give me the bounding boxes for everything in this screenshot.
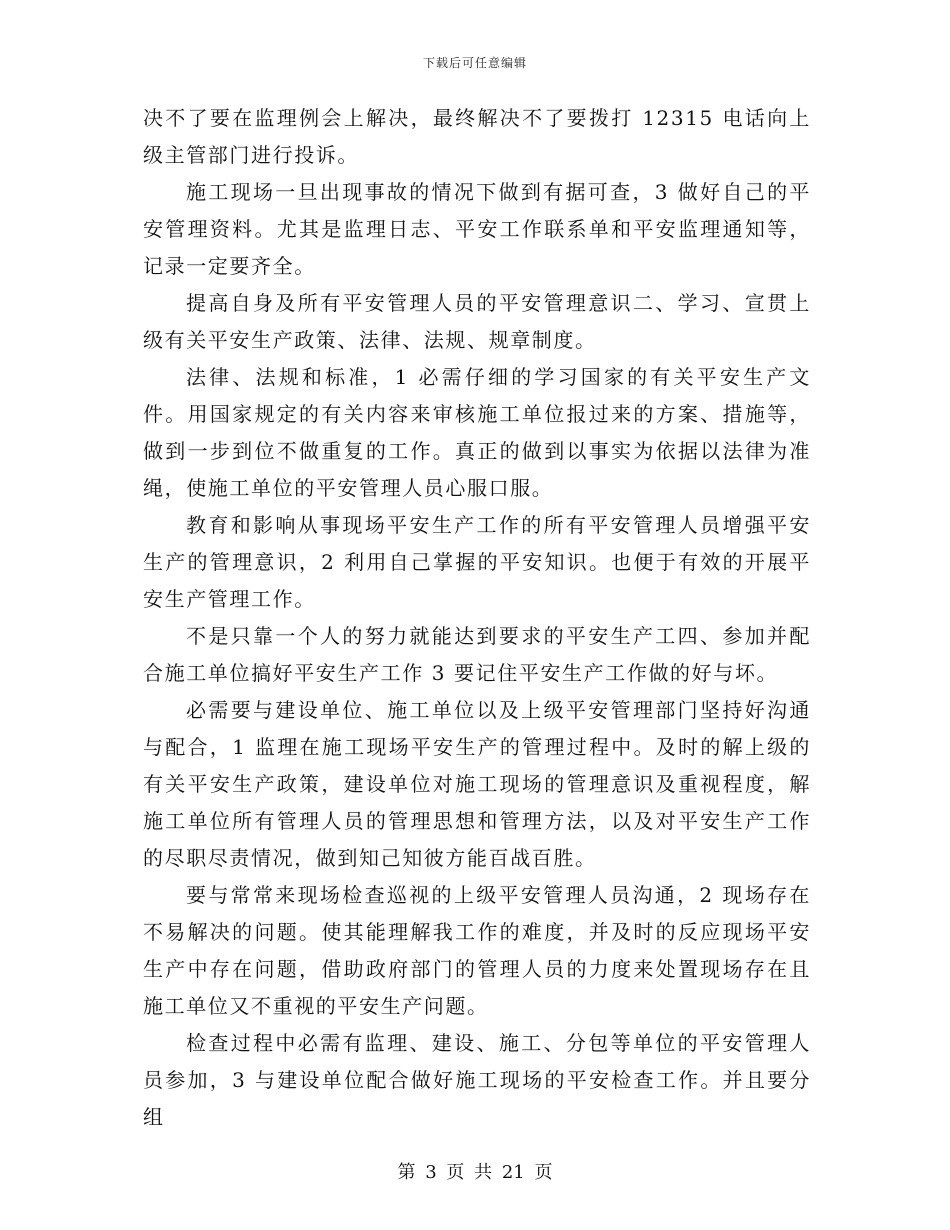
paragraph: 施工现场一旦出现事故的情况下做到有据可查，3 做好自己的平安管理资料。尤其是监理日志、平安工作联系单和平安监理通知等，记录一定要齐全。 (143, 180, 811, 278)
paragraph: 法律、法规和标准，1 必需仔细的学习国家的有关平安生产文件。用国家规定的有关内容来审核施工单位报过来的方案、措施等，做到一步到位不做重复的工作。真正的做到以事实为依据以法律为准绳，使施工单位的平安管理人员心服口服。 (143, 365, 811, 500)
page-number-footer: 第 3 页 共 21 页 (397, 1162, 553, 1183)
page-header: 下载后可任意编辑 (422, 56, 527, 70)
paragraph: 提高自身及所有平安管理人员的平安管理意识二、学习、宣贯上级有关平安生产政策、法律、法规、规章制度。 (143, 291, 811, 352)
paragraph: 要与常常来现场检查巡视的上级平安管理人员沟通，2 现场存在不易解决的问题。使其能理解我工作的难度，并及时的反应现场平安生产中存在问题，借助政府部门的管理人员的力度来处置现场存在且施工单位又不重视的平安生产问题。 (143, 883, 811, 1018)
document-body (143, 100, 811, 1136)
paragraph: 检查过程中必需有监理、建设、施工、分包等单位的平安管理人员参加，3 与建设单位配合做好施工现场的平安检查工作。并且要分组 (143, 1031, 811, 1129)
paragraph-continuation: 决不了要在监理例会上解决，最终解决不了要拨打 12315 电话向上级主管部门进行投诉。 (143, 106, 811, 167)
paragraph: 教育和影响从事现场平安生产工作的所有平安管理人员增强平安生产的管理意识，2 利用自己掌握的平安知识。也便于有效的开展平安生产管理工作。 (143, 513, 811, 611)
paragraph: 不是只靠一个人的努力就能达到要求的平安生产工四、参加并配合施工单位搞好平安生产工作 3 要记住平安生产工作做的好与坏。 (143, 624, 811, 685)
paragraph: 必需要与建设单位、施工单位以及上级平安管理部门坚持好沟通与配合，1 监理在施工现场平安生产的管理过程中。及时的解上级的有关平安生产政策，建设单位对施工现场的管理意识及重视程度，解施工单位所有管理人员的管理思想和管理方法，以及对平安生产工作的尽职尽责情况，做到知己知彼方能百战百胜。 (143, 698, 811, 870)
